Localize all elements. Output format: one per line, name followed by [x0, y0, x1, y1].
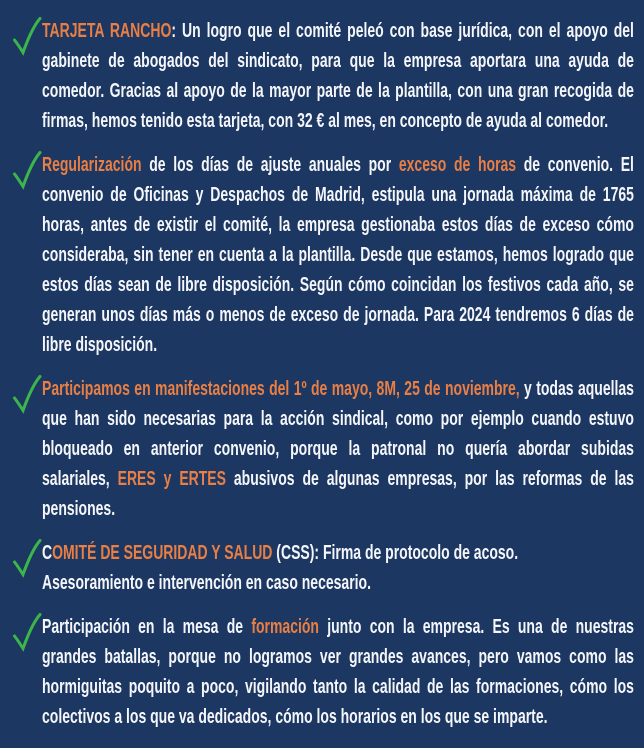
list-item — [12, 612, 632, 732]
green-checkmark-icon — [12, 16, 42, 56]
list-item — [12, 538, 632, 598]
bullet-text-container — [42, 16, 634, 136]
green-checkmark-icon — [12, 150, 42, 190]
green-checkmark-icon — [12, 612, 42, 652]
bullet-text-container — [42, 150, 634, 360]
bullet-text-container — [42, 374, 634, 524]
body-text: : Un logro que el comité peleó con base jurídica, con el apoyo del gabinete de abogados del sindicato, para que la empresa aportara una ayuda de comedor. Gracias al apoyo de la mayor parte de la plantilla, con una gran recogida de firmas, hemos tenido esta tarjeta, con 32 € al mes, en concepto de ayuda al comedor. — [42, 20, 634, 132]
list-item — [12, 374, 632, 524]
bullet-text — [42, 612, 634, 732]
highlighted-text: TARJETA RANCHO — [42, 20, 172, 42]
body-text: junto con la empresa. Es una de nuestras grandes batallas, porque no logramos ver grandes avances, pero vamos como las hormiguitas poquito a poco, vigilando tanto la calidad de las formaciones, cómo los colectivos a los que va dedicados, cómo los horarios en los que se imparte. — [42, 616, 634, 728]
body-text: de convenio. El convenio de Oficinas y Despachos de Madrid, estipula una jornada máxima de 1765 horas, antes de existir el comité, la empresa gestionaba estos días de exceso cómo consideraba, sin tener en cuenta a la plantilla. Desde que estamos, hemos logrado que estos días sean de libre disposición. Según cómo coincidan los festivos cada año, se generan unos días más o menos de exceso de jornada. Para 2024 tendremos 6 días de libre disposición. — [42, 154, 634, 356]
bullet-text-container — [42, 538, 634, 598]
highlighted-text: formación — [251, 616, 319, 638]
highlighted-text: Regularización — [42, 154, 142, 176]
highlighted-text: Participamos en manifestaciones del 1º de mayo, 8M, 25 de noviembre, — [42, 378, 520, 400]
bullet-text — [42, 16, 634, 136]
list-item — [12, 150, 632, 360]
achievements-list — [12, 16, 632, 732]
highlighted-text: ERES y ERTES — [117, 468, 226, 490]
highlighted-text: OMITÉ DE SEGURIDAD Y SALUD — [52, 542, 273, 564]
body-text: de los días de ajuste anuales por — [141, 154, 399, 176]
list-item — [12, 16, 632, 136]
bullet-text — [42, 150, 634, 360]
body-text: (CSS): Firma de protocolo de acoso. — [272, 542, 519, 564]
body-text: C — [42, 542, 53, 564]
green-checkmark-icon — [12, 374, 42, 414]
body-text: Asesoramiento e intervención en caso necesario. — [42, 572, 371, 594]
green-checkmark-icon — [12, 538, 42, 578]
body-text: abusivos de algunas empresas, por las reformas de las pensiones. — [42, 468, 634, 520]
highlighted-text: exceso de horas — [398, 154, 517, 176]
body-text: Participación en la mesa de — [42, 616, 252, 638]
bullet-text-container — [42, 612, 634, 732]
bullet-text — [42, 538, 634, 598]
bullet-text — [42, 374, 634, 524]
body-text: y todas aquellas que han sido necesarias para la acción sindical, como por ejemplo cuando estuvo bloqueado en anterior convenio, porque la patronal no quería abordar subidas salariales, — [42, 378, 634, 490]
